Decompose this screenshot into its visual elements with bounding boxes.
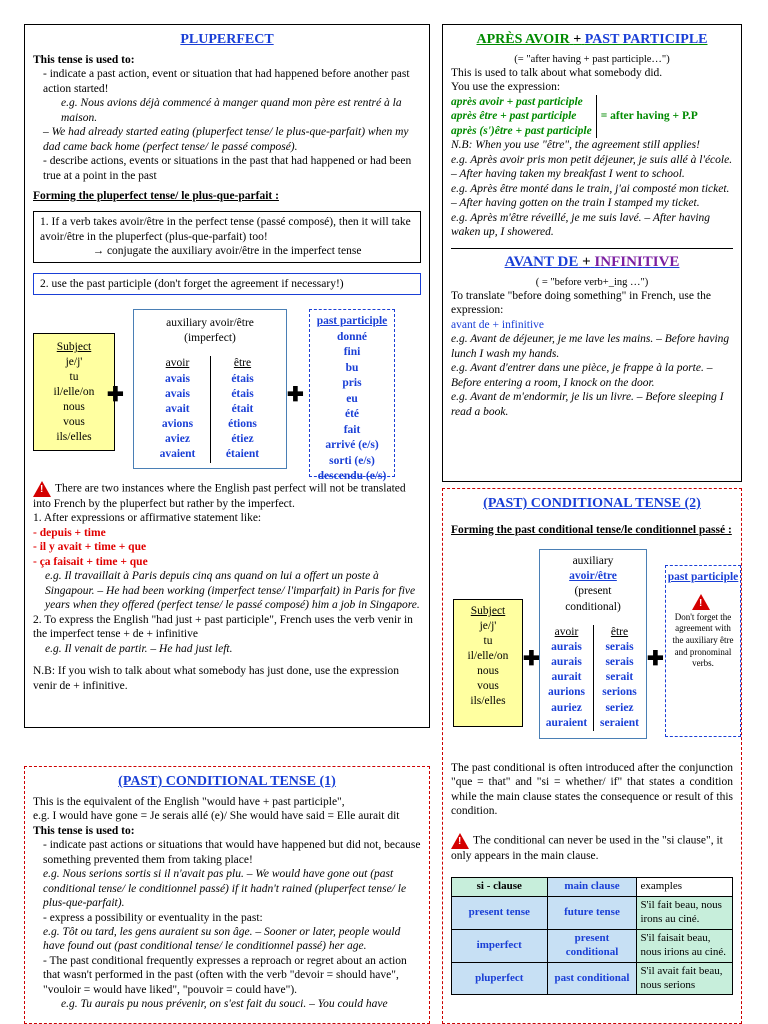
pluperfect-panel: [24, 24, 430, 728]
pp-2: fini: [343, 346, 361, 359]
subject-label: Subject: [470, 605, 506, 617]
subject-4: nous: [63, 400, 85, 413]
use-1: - indicate a past action, event or situation that had happened before another past action started!: [43, 68, 410, 95]
plus-sign: ✚: [287, 384, 304, 406]
apres-intro-1: This is used to talk about what somebody did.: [451, 66, 663, 79]
conditional-1-panel: [24, 766, 430, 1024]
etre-4: serions: [602, 686, 637, 699]
pp-7: fait: [343, 423, 361, 436]
etre-1: serais: [605, 640, 634, 653]
avoir-4: avions: [161, 418, 194, 431]
cond1-intro: This is the equivalent of the English "would have + past participle",: [33, 795, 345, 808]
avant-example-3: e.g. Avant de m'endormir, je lis un livre. – Before sleeping I read a book.: [451, 391, 724, 418]
row-si: present tense: [452, 897, 548, 930]
forming-heading: Forming the pluperfect tense/ le plus-que-parfait :: [33, 189, 279, 202]
example-3: e.g. Il venait de partir. – He had just left.: [45, 642, 233, 655]
avoir-1: avais: [165, 372, 190, 385]
row-example: S'il faisait beau, nous irions au ciné.: [637, 930, 733, 963]
pp-4: pris: [342, 377, 362, 390]
pp-6: été: [344, 408, 360, 421]
etre-head: être: [610, 625, 629, 638]
etre-2: étais: [231, 387, 254, 400]
plus-sign: ✚: [647, 648, 664, 670]
si-clause-table: [451, 877, 733, 995]
pp-note: Don't forget the agreement with the auxiliary être and pronominal verbs.: [672, 611, 734, 669]
avant-example-2: e.g. Avant d'entrer dans une pièce, je frappe à la porte. – Before entering a room, I knock on the door.: [451, 362, 713, 389]
subject-3: il/elle/on: [467, 649, 509, 662]
nb-note: N.B: If you wish to talk about what somebody has just done, use the expression venir de + infinitive.: [33, 665, 400, 692]
step-1: 1. If a verb takes avoir/être in the perfect tense (passé composé), then it will take avoir/être in the pluperfect (plus-que-parfait) too!: [40, 216, 411, 243]
avoir-head: avoir: [554, 625, 579, 638]
cond1-example-3: e.g. Tu aurais pu nous prévenir, on s'est fait du souci. – You could have: [61, 998, 388, 1011]
pp-5: eu: [346, 392, 358, 405]
case-1: 1. After expressions or affirmative statement like:: [33, 512, 262, 525]
apres-title: [451, 31, 733, 49]
auxiliary-box: [133, 309, 287, 469]
subject-1: je/j': [65, 355, 83, 368]
row-example: S'il fait beau, nous irons au ciné.: [637, 897, 733, 930]
cond1-example-2: e.g. Tôt ou tard, les gens auraient su son âge. – Sooner or later, people would have found out (past conditional tense/ le conditionnel passé) her age.: [43, 925, 401, 953]
step-1-box: [33, 211, 421, 262]
cond1-example-1: e.g. Nous serions sortis si il n'avait pas plu. – We would have gone out (past conditional tense/ le conditionnel passé) if it hadn't rained (pluperfect tense/ le plus-que-parfait).: [43, 868, 407, 910]
step-2-box: [33, 273, 421, 295]
table-row: [452, 897, 733, 930]
apres-title-a: APRÈS AVOIR: [476, 32, 570, 47]
apres-intro-2: You use the expression:: [451, 81, 561, 94]
apres-example-2: e.g. Après être monté dans le train, j'ai composté mon ticket. – After having gotten on the train I stamped my ticket.: [451, 182, 730, 210]
example-1a: e.g. Nous avions déjà commencé à manger quand mon père est rentré à la maison.: [61, 97, 402, 124]
table-head-si: si - clause: [452, 878, 548, 897]
past-participle-box: [665, 565, 741, 737]
row-si: imperfect: [452, 930, 548, 963]
subject-6: ils/elles: [470, 694, 506, 707]
case-2: 2. To express the English "had just + past participle", French uses the verb venir in the imperfect tense + de + infinitive: [33, 613, 413, 641]
uses-heading: This tense is used to:: [33, 53, 135, 66]
avant-title-b: INFINITIVE: [594, 253, 680, 270]
apres-nb: N.B: When you use "être", the agreement still applies!: [451, 139, 700, 152]
example-2: e.g. Il travaillait à Paris depuis cinq ans quand on lui a offert un poste à Singapour. – He had been working (imperfect tense/ l'imparfait) in Paris for five years when they offered (perfect tense/ le passé composé) him a job in Singapore.: [45, 570, 420, 612]
etre-5: étiez: [231, 433, 254, 446]
expr-2: - il y avait + time + que: [33, 541, 147, 554]
avant-subtitle: ( = "before verb+_ing …"): [535, 276, 649, 288]
avoir-1: aurais: [551, 640, 582, 653]
cond1-use-2: - express a possibility or eventuality in the past:: [43, 911, 263, 924]
aux-title-3: (present conditional): [565, 585, 621, 613]
subject-4: nous: [477, 664, 499, 677]
etre-3: serait: [605, 671, 634, 684]
divider: [451, 248, 733, 249]
avant-title-plus: +: [582, 253, 591, 270]
subject-5: vous: [477, 679, 499, 692]
table-head-examples: examples: [637, 878, 733, 897]
avoir-2: aurais: [551, 656, 582, 669]
etre-5: seriez: [605, 701, 634, 714]
avoir-6: auraient: [545, 716, 588, 729]
warning-icon: [33, 481, 51, 497]
pp-1: donné: [336, 330, 368, 343]
plus-sign: ✚: [523, 648, 540, 670]
etre-4: étions: [228, 418, 257, 431]
pp-title: past participle: [667, 571, 739, 583]
apres-example-3: e.g. Après m'être réveillé, je me suis lavé. – After having waken up, I showered.: [451, 211, 711, 239]
expr-3: - ça faisait + time + que: [33, 555, 148, 568]
pp-3: bu: [345, 361, 359, 374]
cond1-use-3: - The past conditional frequently expresses a reproach or regret about an action that wasn't performed in the past (often with the verb "devoir = should have", "vouloir = would have liked", "pouvoir = could have").: [43, 954, 407, 996]
auxiliary-box: [539, 549, 647, 739]
cond2-title: (PAST) CONDITIONAL TENSE (2): [483, 496, 701, 511]
table-row: [452, 930, 733, 963]
subject-1: je/j': [479, 619, 497, 632]
pluperfect-title: PLUPERFECT: [180, 32, 274, 47]
cond2-para: The past conditional is often introduced after the conjunction "que = that" and "si = whether/ if" that states a condition while the main clause states the consequence or result of this condition.: [451, 762, 733, 818]
apres-avant-panel: [442, 24, 742, 482]
avoir-3: avait: [165, 402, 190, 415]
subject-2: tu: [483, 634, 493, 647]
aux-sub: (imperfect): [184, 332, 236, 345]
avoir-5: auriez: [551, 701, 582, 714]
cond1-title: (PAST) CONDITIONAL TENSE (1): [118, 774, 336, 789]
use-2: - describe actions, events or situations in the past that had happened or had been true at a point in the past: [43, 155, 412, 182]
cond1-example-0: e.g. I would have gone = Je serais allé (e)/ She would have said = Elle aurait dit: [33, 810, 400, 823]
aux-title-2: avoir/être: [569, 570, 617, 583]
row-main: past conditional: [547, 962, 637, 995]
subject-6: ils/elles: [56, 430, 92, 443]
subject-box: [453, 599, 523, 727]
conditional-2-panel: [442, 488, 742, 1024]
cond2-forming: Forming the past conditional tense/le conditionnel passé :: [451, 523, 732, 536]
aux-title: auxiliary avoir/être: [166, 317, 254, 329]
apres-example-1: e.g. Après avoir pris mon petit déjeuner, je suis allé à l'école. – After having taken my breakfast I went to school.: [451, 153, 733, 181]
cond1-uses-heading: This tense is used to:: [33, 824, 135, 837]
etre-6: seraient: [600, 716, 639, 729]
avant-title: [451, 253, 733, 272]
warning-text: There are two instances where the English past perfect will not be translated into French by the pluperfect but rather by the imperfect.: [33, 482, 406, 510]
warning-icon: [692, 594, 710, 610]
step-1b: → conjugate the auxiliary avoir/être in the imperfect tense: [92, 245, 362, 258]
subject-5: vous: [63, 415, 85, 428]
apres-rule-3: après (s')être + past participle: [451, 124, 592, 137]
apres-title-plus: +: [573, 32, 582, 47]
cond1-use-1: - indicate past actions or situations that would have happened but did not, because something prevented them from taking place!: [43, 839, 421, 866]
etre-1: étais: [231, 372, 254, 385]
example-1b: – We had already started eating (pluperfect tense/ le plus-que-parfait) when my dad came back home (perfect tense/ le passé composé).: [43, 126, 409, 153]
etre-head: être: [233, 357, 252, 370]
subject-box: [33, 333, 115, 451]
apres-rule-result: = after having + P.P: [600, 110, 698, 123]
avoir-3: aurait: [551, 671, 582, 684]
avant-rule: avant de + infinitive: [451, 318, 545, 331]
apres-subtitle: (= "after having + past participle…"): [514, 53, 670, 65]
etre-6: étaient: [225, 448, 260, 461]
table-head-main: main clause: [547, 878, 637, 897]
past-participle-box: [309, 309, 395, 483]
apres-rule-1: après avoir + past participle: [451, 95, 583, 108]
avoir-4: aurions: [547, 686, 586, 699]
avoir-head: avoir: [165, 357, 190, 370]
apres-title-b: PAST PARTICIPLE: [584, 32, 708, 47]
etre-2: serais: [605, 656, 634, 669]
etre-3: était: [231, 402, 254, 415]
avoir-5: aviez: [165, 433, 190, 446]
row-example: S'il avait fait beau, nous serions: [637, 962, 733, 995]
row-main: future tense: [547, 897, 637, 930]
table-row: [452, 962, 733, 995]
subject-3: il/elle/on: [53, 385, 95, 398]
subject-label: Subject: [56, 341, 92, 353]
avant-example-1: e.g. Avant de déjeuner, je me lave les mains. – Before having lunch I wash my hands.: [451, 333, 730, 360]
pp-title: past participle: [316, 315, 388, 327]
cond2-warning: The conditional can never be used in the "si clause", it only appears in the main clause.: [451, 834, 723, 862]
avant-title-a: AVANT DE: [504, 253, 579, 270]
expr-1: - depuis + time: [33, 526, 106, 539]
aux-title-1: auxiliary: [572, 555, 614, 567]
pp-8: arrivé (e/s): [325, 439, 379, 452]
apres-rule-2: après être + past participle: [451, 110, 577, 123]
step-2: 2. use the past participle (don't forget the agreement if necessary!): [40, 277, 344, 290]
warning-icon: [451, 833, 469, 849]
avoir-6: avaient: [159, 448, 196, 461]
avoir-2: avais: [165, 387, 190, 400]
pp-10: descendu (e/s): [317, 470, 387, 483]
subject-2: tu: [69, 370, 79, 383]
row-main: present conditional: [547, 930, 637, 963]
pp-9: sorti (e/s): [329, 454, 375, 467]
row-si: pluperfect: [452, 962, 548, 995]
avant-intro: To translate "before doing something" in French, use the expression:: [451, 289, 711, 317]
plus-sign: ✚: [107, 384, 124, 406]
